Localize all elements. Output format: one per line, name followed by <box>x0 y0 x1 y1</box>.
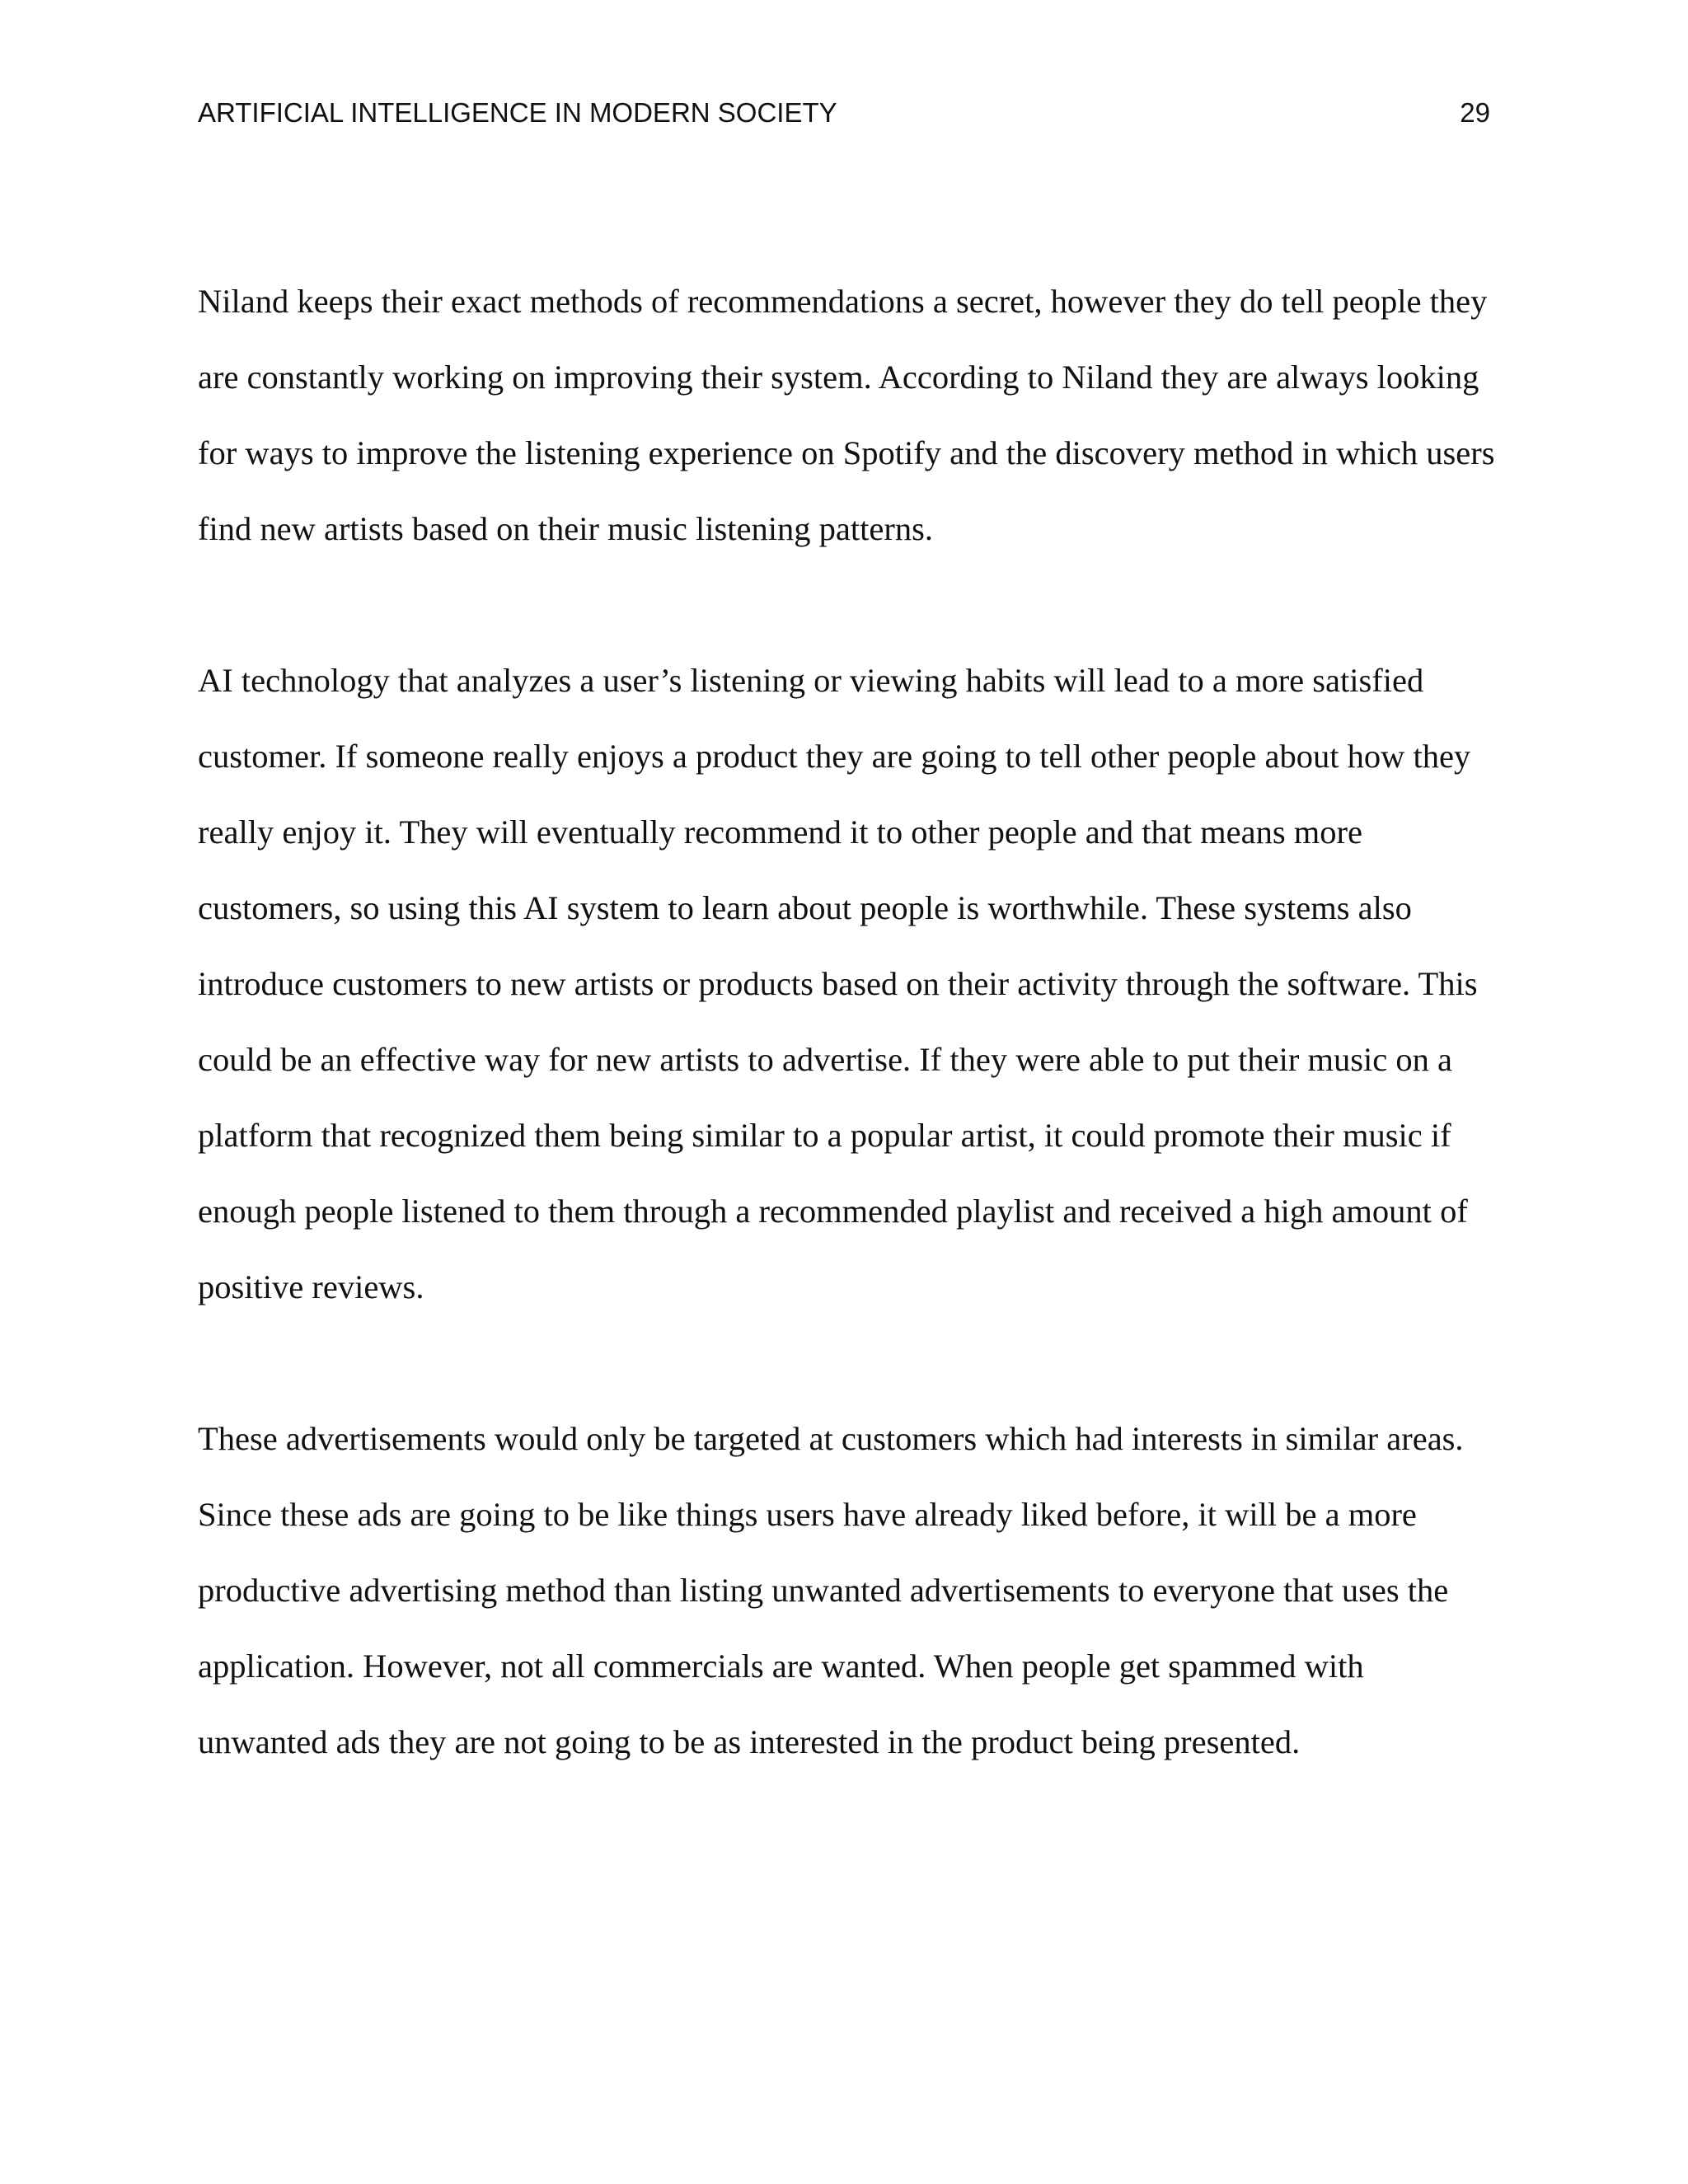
paragraph-spacer <box>198 1325 1493 1401</box>
page-number: 29 <box>1460 97 1490 128</box>
running-head <box>198 97 1490 129</box>
running-title: ARTIFICIAL INTELLIGENCE IN MODERN SOCIETY <box>198 97 837 128</box>
paragraph-line: platform that recognized them being similar to a popular artist, it could promote their music if <box>198 1117 1451 1154</box>
paragraph-line: Niland keeps their exact methods of recommendations a secret, however they do tell people they <box>198 283 1488 320</box>
paragraph-line: application. However, not all commercials are wanted. When people get spammed with <box>198 1647 1364 1685</box>
body-text <box>198 264 1493 1780</box>
paragraph-line: could be an effective way for new artists to advertise. If they were able to put their music on a <box>198 1041 1452 1078</box>
paragraph-line: for ways to improve the listening experience on Spotify and the discovery method in which users <box>198 434 1495 471</box>
paragraph-line: customer. If someone really enjoys a product they are going to tell other people about how they <box>198 738 1471 775</box>
paragraph-line: AI technology that analyzes a user’s listening or viewing habits will lead to a more satisfied <box>198 662 1424 699</box>
paragraph-line: really enjoy it. They will eventually recommend it to other people and that means more <box>198 813 1362 851</box>
paragraph-line: enough people listened to them through a recommended playlist and received a high amount of <box>198 1193 1468 1230</box>
paragraph-line: introduce customers to new artists or products based on their activity through the software. This <box>198 965 1478 1002</box>
paragraph-line: Since these ads are going to be like things users have already liked before, it will be a more <box>198 1496 1417 1533</box>
paragraph-2 <box>198 643 1493 1325</box>
paragraph-1 <box>198 264 1493 567</box>
paragraph-line: productive advertising method than listing unwanted advertisements to everyone that uses the <box>198 1572 1449 1609</box>
paragraph-line: customers, so using this AI system to learn about people is worthwhile. These systems also <box>198 889 1412 926</box>
paragraph-spacer <box>198 567 1493 643</box>
paragraph-line: unwanted ads they are not going to be as interested in the product being presented. <box>198 1723 1301 1760</box>
paragraph-3 <box>198 1401 1493 1780</box>
paragraph-line: positive reviews. <box>198 1268 424 1305</box>
paragraph-line: find new artists based on their music listening patterns. <box>198 510 933 547</box>
paragraph-line: These advertisements would only be targeted at customers which had interests in similar areas. <box>198 1420 1464 1457</box>
paragraph-line: are constantly working on improving their system. According to Niland they are always looking <box>198 359 1479 396</box>
